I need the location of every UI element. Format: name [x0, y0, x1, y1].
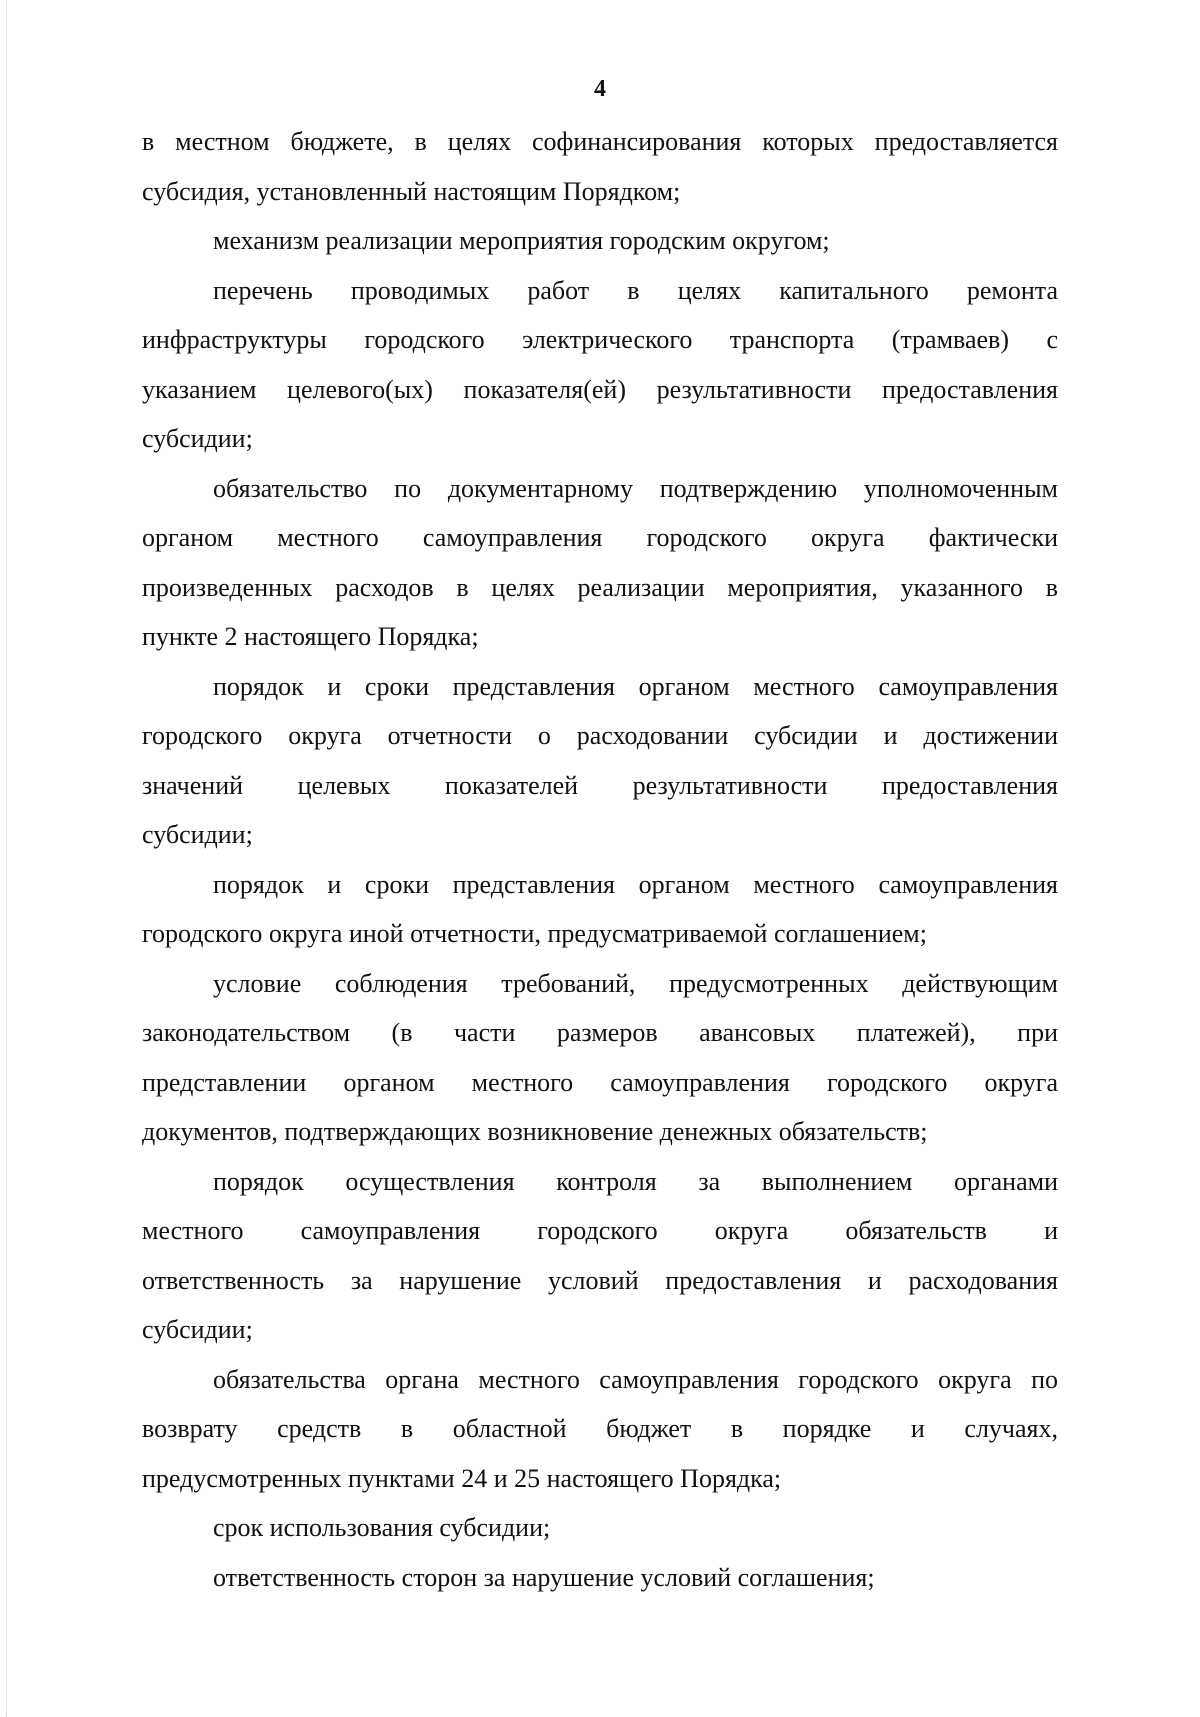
paragraph-line: инфраструктуры городского электрического транспорта (трамваев) с [142, 325, 1058, 354]
paragraph-line: в местном бюджете, в целях софинансирования которых предоставляется [142, 127, 1058, 156]
paragraph-line: порядок осуществления контроля за выполнением органами [213, 1166, 1058, 1196]
paragraph-line: местного самоуправления городского округа обязательств и [142, 1216, 1058, 1245]
paragraph-line: предусмотренных пунктами 24 и 25 настоящего Порядка; [142, 1463, 782, 1493]
paragraph-line: перечень проводимых работ в целях капитального ремонта [213, 275, 1058, 305]
paragraph-line: обязательство по документарному подтверждению уполномоченным [213, 473, 1058, 503]
paragraph-line: городского округа иной отчетности, предусматриваемой соглашением; [142, 919, 927, 948]
paragraph-line: органом местного самоуправления городского округа фактически [142, 523, 1058, 552]
paragraph-line: представлении органом местного самоуправления городского округа [142, 1067, 1058, 1097]
paragraph-line: городского округа отчетности о расходовании субсидии и достижении [142, 721, 1058, 750]
scan-edge [6, 0, 8, 1717]
paragraph-line: указанием целевого(ых) показателя(ей) результативности предоставления [142, 374, 1058, 404]
paragraph-line: субсидии; [142, 424, 253, 453]
paragraph-line: пункте 2 настоящего Порядка; [142, 622, 479, 651]
paragraph-line: субсидия, установленный настоящим Порядком; [142, 176, 681, 206]
paragraph-line: возврату средств в областной бюджет в порядке и случаях, [142, 1414, 1058, 1443]
paragraph-line: порядок и сроки представления органом местного самоуправления [213, 671, 1058, 701]
paragraph-line: законодательством (в части размеров авансовых платежей), при [142, 1018, 1058, 1047]
paragraph-line: значений целевых показателей результативности предоставления [142, 770, 1058, 800]
paragraph-line: субсидии; [142, 1315, 253, 1344]
paragraph-line: субсидии; [142, 820, 253, 849]
paragraph-line: обязательства органа местного самоуправления городского округа по [213, 1364, 1058, 1394]
paragraph-line: срок использования субсидии; [213, 1513, 551, 1542]
paragraph-line: ответственность сторон за нарушение условий соглашения; [213, 1562, 875, 1592]
paragraph-line: условие соблюдения требований, предусмотренных действующим [213, 968, 1058, 998]
paragraph-line: механизм реализации мероприятия городским округом; [213, 226, 830, 255]
paragraph-line: документов, подтверждающих возникновение денежных обязательств; [142, 1117, 928, 1146]
paragraph-line: порядок и сроки представления органом местного самоуправления [213, 869, 1058, 899]
paragraph-line: произведенных расходов в целях реализации мероприятия, указанного в [142, 572, 1058, 602]
page-number: 4 [594, 76, 606, 102]
paragraph-line: ответственность за нарушение условий предоставления и расходования [142, 1265, 1058, 1295]
document-body [142, 117, 1058, 1602]
